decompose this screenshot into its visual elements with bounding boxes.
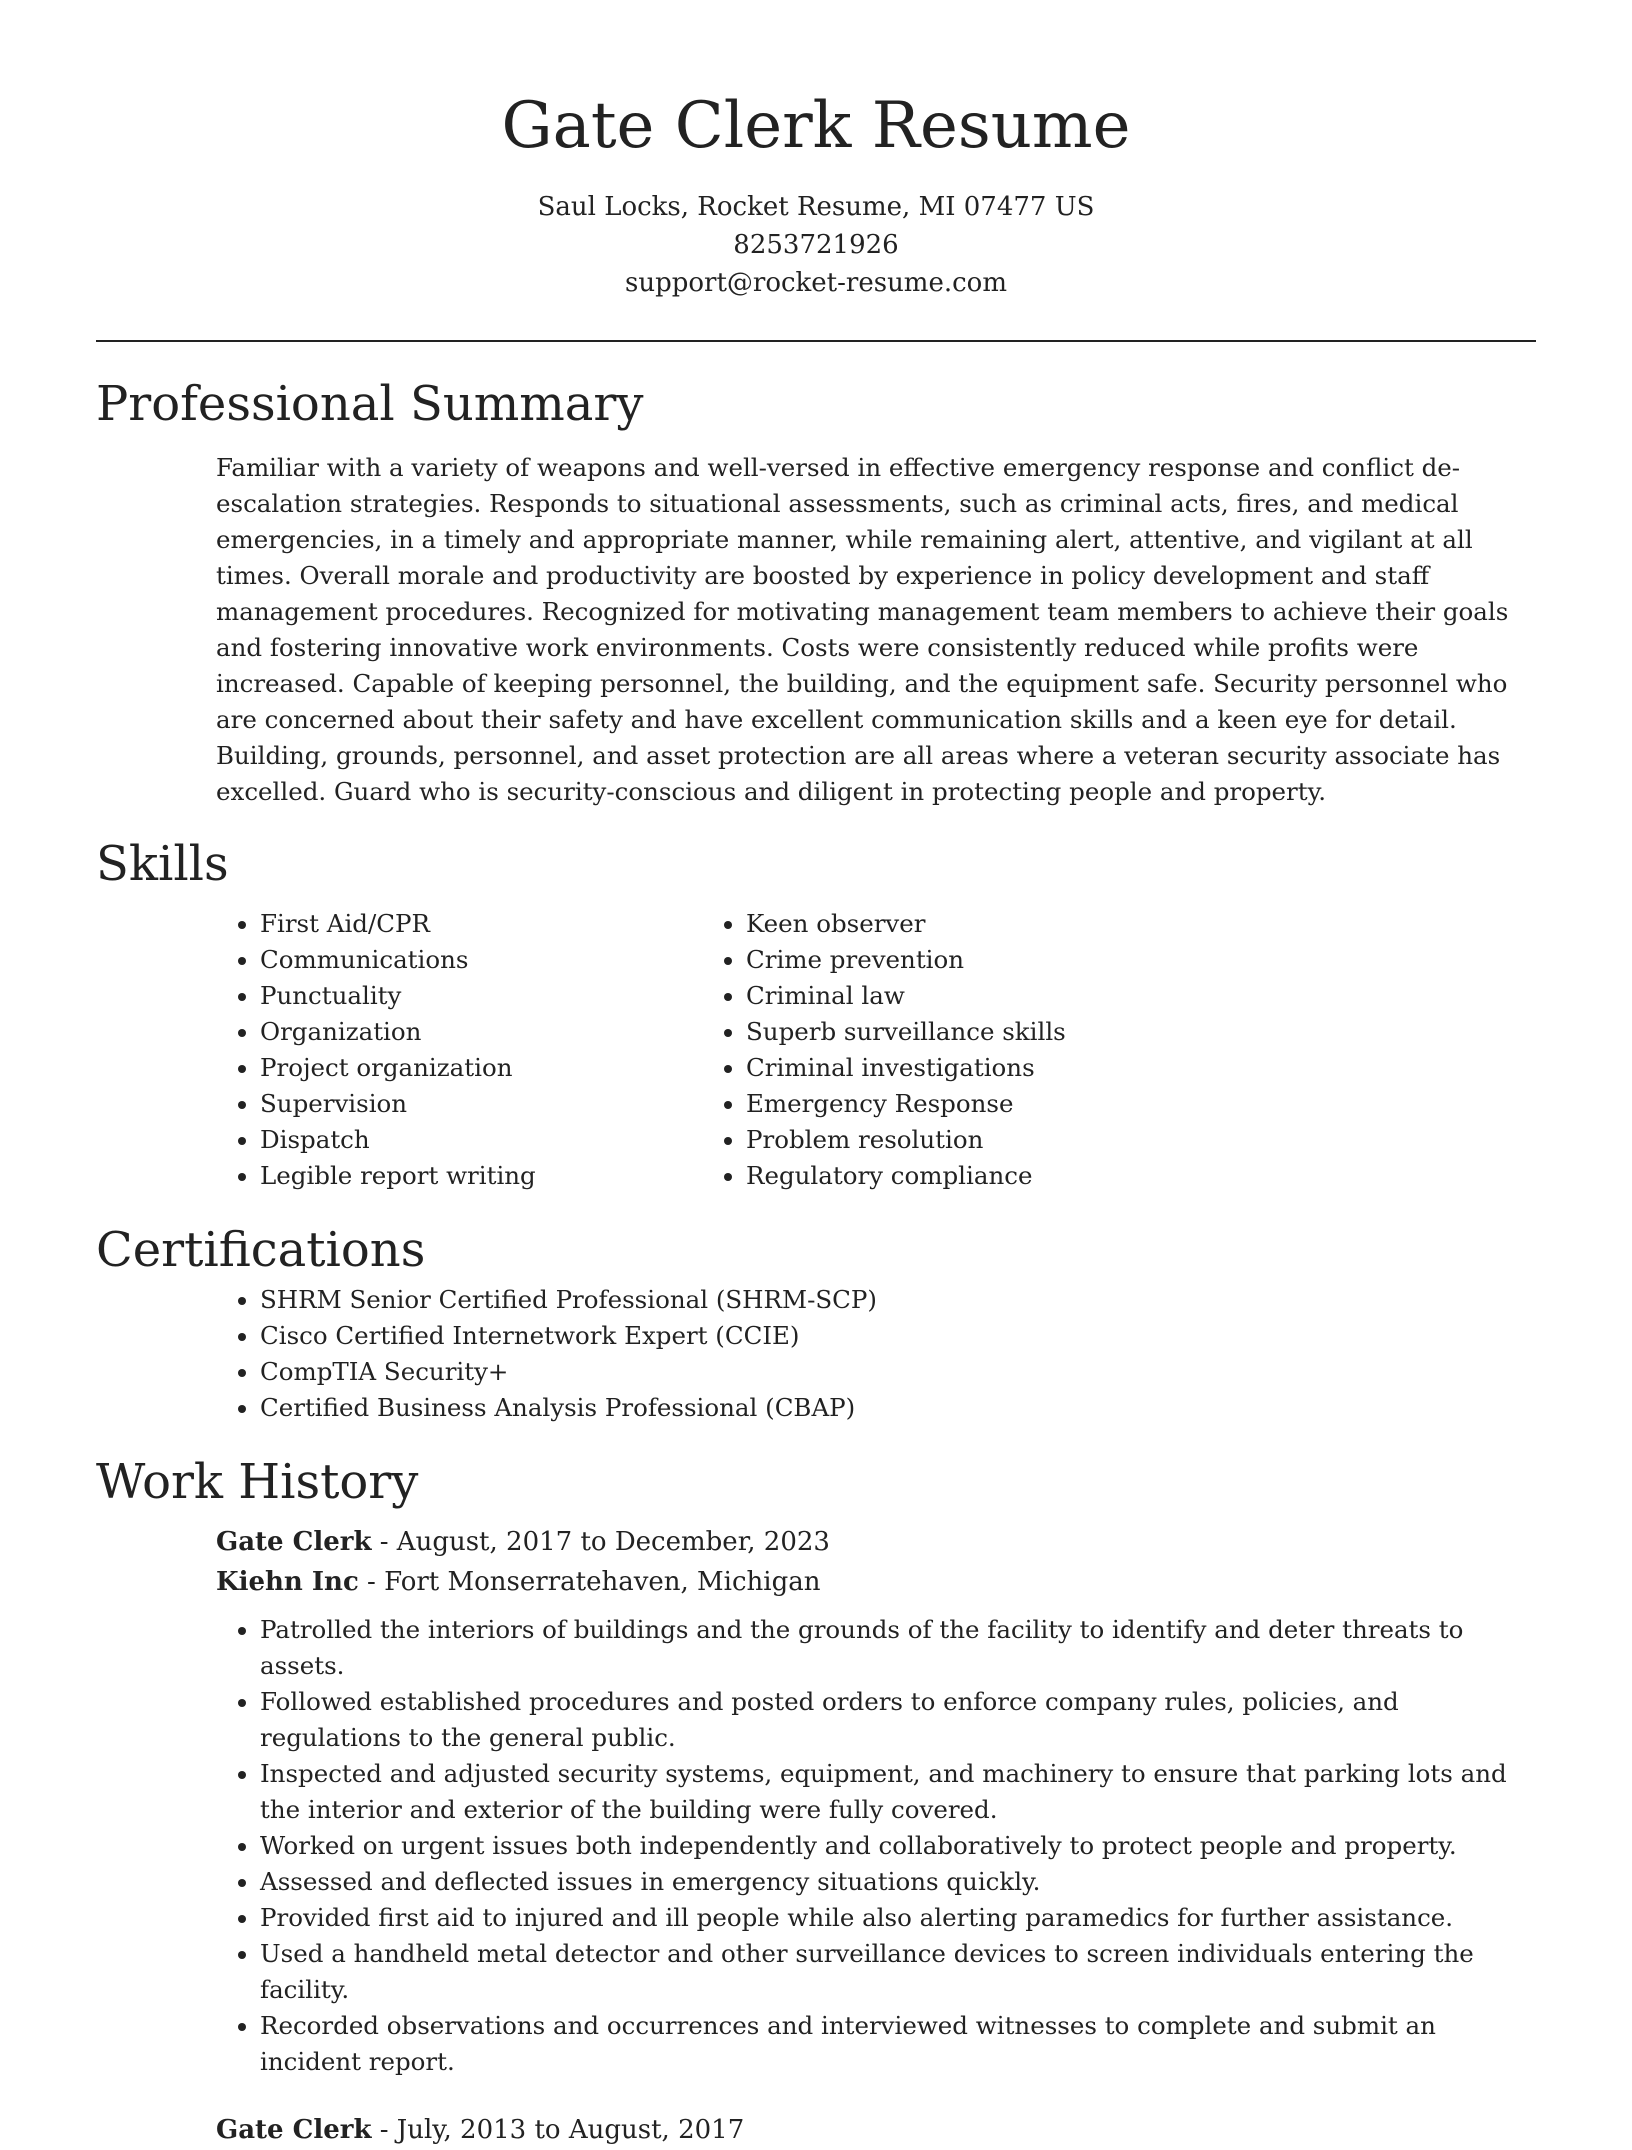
header-divider xyxy=(96,340,1536,342)
summary-heading: Professional Summary xyxy=(96,376,644,432)
list-item: • Used a handheld metal detector and other surveillance devices to screen individuals entering the facility. xyxy=(260,1936,1536,2008)
job-location: - Fort Monserratehaven, Michigan xyxy=(358,1567,821,1597)
skills-section xyxy=(96,832,1536,1194)
list-item: • Punctuality xyxy=(260,978,746,1014)
skills-heading: Skills xyxy=(96,836,229,892)
list-item: • Emergency Response xyxy=(746,1086,1396,1122)
list-item: • Keen observer xyxy=(746,906,1396,942)
list-item: • Recorded observations and occurrences and interviewed witnesses to complete and submit an incident report. xyxy=(260,2008,1536,2080)
contact-block xyxy=(96,188,1536,302)
list-item: • Patrolled the interiors of buildings and the grounds of the facility to identify and deter threats to assets. xyxy=(260,1612,1536,1684)
certifications-heading: Certifications xyxy=(96,1222,426,1278)
list-item: • Assessed and deflected issues in emergency situations quickly. xyxy=(260,1864,1536,1900)
job-dates: - July, 2013 to August, 2017 xyxy=(371,2115,745,2145)
resume-header xyxy=(96,0,1536,302)
summary-text: Familiar with a variety of weapons and well-versed in effective emergency response and conflict de-escalation strategies. Responds to situational assessments, such as criminal acts, fires, and medical emergencies, in a timely and appropriate manner, while remaining alert, attentive, and vigilant at all times. Overall morale and productivity are boosted by experience in policy development and staff management procedures. Recognized for motivating management team members to achieve their goals and fostering innovative work environments. Costs were consistently reduced while profits were increased. Capable of keeping personnel, the building, and the equipment safe. Security personnel who are concerned about their safety and have excellent communication skills and a keen eye for detail. Building, grounds, personnel, and asset protection are all areas where a veteran security associate has excelled. Guard who is security-conscious and diligent in protecting people and property. xyxy=(216,453,1509,806)
list-item: • Crime prevention xyxy=(746,942,1396,978)
job-title-line xyxy=(216,1522,1536,1562)
contact-address: Saul Locks, Rocket Resume, MI 07477 US xyxy=(537,192,1095,222)
contact-phone: 8253721926 xyxy=(733,230,899,260)
resume-page xyxy=(96,0,1536,2150)
job-duties-list xyxy=(216,1612,1536,2080)
list-item: • Criminal law xyxy=(746,978,1396,1014)
job-company-line xyxy=(216,1562,1536,1602)
list-item: • Cisco Certified Internetwork Expert (CCIE) xyxy=(260,1318,1536,1354)
skills-column-right xyxy=(746,906,1396,1194)
list-item: • Dispatch xyxy=(260,1122,746,1158)
list-item: • Supervision xyxy=(260,1086,746,1122)
job-entry xyxy=(216,1522,1536,2080)
summary-section xyxy=(96,372,1536,810)
list-item: • SHRM Senior Certified Professional (SHRM-SCP) xyxy=(260,1282,1536,1318)
list-item: • Certified Business Analysis Professional (CBAP) xyxy=(260,1390,1536,1426)
job-title-line xyxy=(216,2110,1536,2150)
list-item: • Regulatory compliance xyxy=(746,1158,1396,1194)
certifications-section xyxy=(96,1218,1536,1426)
job-company: Kiehn Inc xyxy=(216,1567,359,1597)
list-item: • Organization xyxy=(260,1014,746,1050)
list-item: • Communications xyxy=(260,942,746,978)
list-item: • Problem resolution xyxy=(746,1122,1396,1158)
list-item: • Project organization xyxy=(260,1050,746,1086)
skills-list-right xyxy=(582,906,1396,1194)
skills-columns xyxy=(96,906,1536,1194)
work-history-heading: Work History xyxy=(96,1454,419,1510)
job-dates: - August, 2017 to December, 2023 xyxy=(371,1527,830,1557)
job-entry xyxy=(216,2110,1536,2150)
list-item: • Legible report writing xyxy=(260,1158,746,1194)
list-item: • Followed established procedures and posted orders to enforce company rules, policies, and regulations to the general public. xyxy=(260,1684,1536,1756)
list-item: • Worked on urgent issues both independently and collaboratively to protect people and property. xyxy=(260,1828,1536,1864)
job-role: Gate Clerk xyxy=(216,2115,372,2145)
job-role: Gate Clerk xyxy=(216,1527,372,1557)
list-item: • Criminal investigations xyxy=(746,1050,1396,1086)
list-item: • First Aid/CPR xyxy=(260,906,746,942)
resume-title: Gate Clerk Resume xyxy=(501,89,1131,163)
list-item: • Provided first aid to injured and ill people while also alerting paramedics for further assistance. xyxy=(260,1900,1536,1936)
certifications-list xyxy=(96,1282,1536,1426)
list-item: • CompTIA Security+ xyxy=(260,1354,1536,1390)
list-item: • Inspected and adjusted security systems, equipment, and machinery to ensure that parking lots and the interior and exterior of the building were fully covered. xyxy=(260,1756,1536,1828)
list-item: • Superb surveillance skills xyxy=(746,1014,1396,1050)
contact-email: support@rocket-resume.com xyxy=(624,268,1007,298)
work-history-section xyxy=(96,1450,1536,2150)
